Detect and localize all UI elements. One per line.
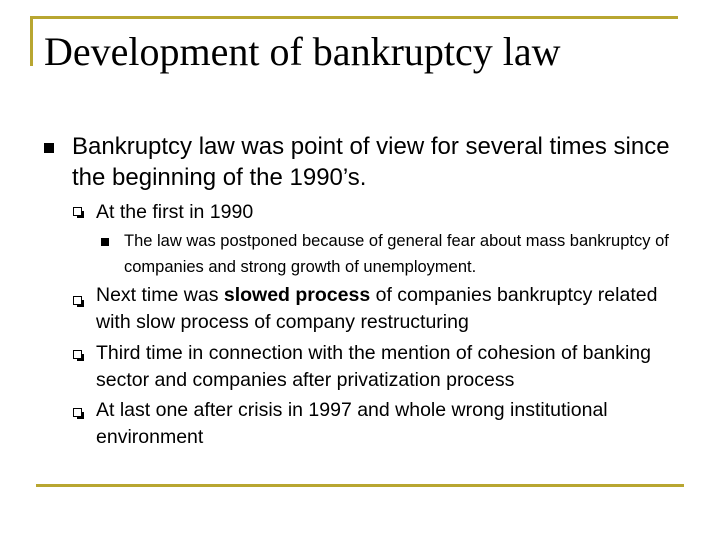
title-frame-left-rule (30, 16, 33, 66)
sub-bullet-text-part: Next time was (96, 284, 224, 306)
square-bullet-icon (44, 143, 54, 153)
title-frame-top-rule (30, 16, 678, 19)
slide-title: Development of bankruptcy law (44, 29, 561, 74)
checkbox-bullet-icon (73, 350, 82, 359)
sub-bullet-text: At the first in 1990 (96, 201, 254, 223)
sub-bullet-text: At last one after crisis in 1997 and whole wrong institutional environment (96, 399, 608, 448)
checkbox-bullet-icon (73, 408, 82, 417)
sub-bullet-text (96, 282, 696, 336)
bold-emphasis-text: slowed process (223, 284, 371, 306)
bullet-text: Bankruptcy law was point of view for several times since the beginning of the 1990’s. (72, 133, 670, 191)
sub-bullet-text: Third time in connection with the mention of cohesion of banking sector and companies after privatization process (96, 342, 651, 391)
sub-bullet-text-part: of companies bankruptcy related with slow process of company restructuring (96, 284, 658, 333)
square-bullet-icon (101, 238, 109, 246)
checkbox-bullet-icon (73, 296, 82, 305)
bottom-rule (36, 484, 684, 487)
sub-sub-bullet-text: The law was postponed because of general fear about mass bankruptcy of companies and strong growth of unemployment. (124, 232, 669, 276)
checkbox-bullet-icon (73, 207, 82, 216)
